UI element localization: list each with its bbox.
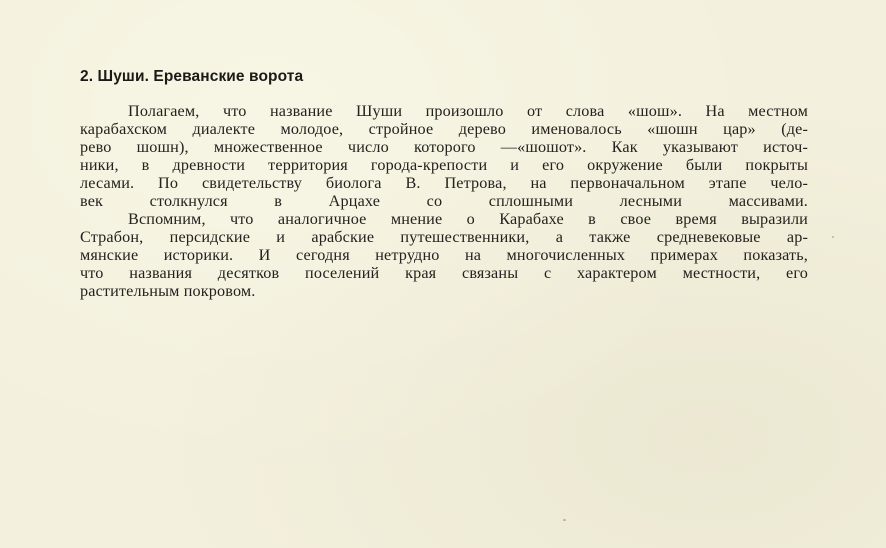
paragraph-1-line-5: лесами. По свидетельству биолога В. Петрова, на первоначальном этапе чело- bbox=[80, 174, 808, 192]
paragraph-1-line-3: рево шошн), множественное число которого —«шошот». Как указывают источ- bbox=[80, 138, 808, 156]
paragraph-2-line-5: растительным покровом. bbox=[80, 282, 256, 300]
paragraph-1-line-2: карабахском диалекте молодое, стройное дерево именовалось «шошн цар» (де- bbox=[80, 120, 808, 138]
paragraph-1-line-1: Полагаем, что название Шуши произошло от слова «шош». На местном bbox=[128, 102, 808, 120]
paragraph-2-line-2: Страбон, персидские и арабские путешественники, а также средневековые ар- bbox=[80, 228, 808, 246]
paper-speck bbox=[563, 519, 566, 521]
section-title: 2. Шуши. Ереванские ворота bbox=[80, 68, 304, 85]
paragraph-1-line-4: ники, в древности территория города-крепости и его окружение были покрыты bbox=[80, 156, 808, 174]
paragraph-2-line-1: Вспомним, что аналогичное мнение о Карабахе в свое время выразили bbox=[128, 210, 808, 228]
paragraph-1-line-6: век столкнулся в Арцахе со сплошными лесными массивами. bbox=[80, 192, 808, 210]
paragraph-2-line-3: мянские историки. И сегодня нетрудно на многочисленных примерах показать, bbox=[80, 246, 808, 264]
paragraph-2-line-4: что названия десятков поселений края связаны с характером местности, его bbox=[80, 264, 808, 282]
paper-speck bbox=[832, 236, 834, 238]
